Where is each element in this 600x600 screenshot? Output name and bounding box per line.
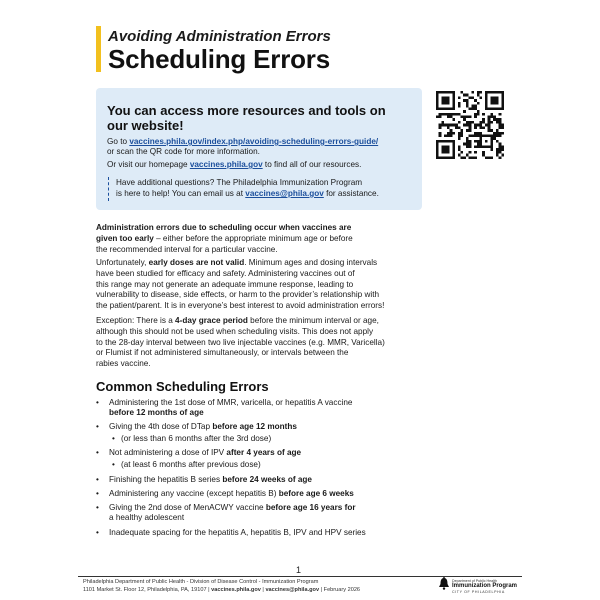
callout-goto-suffix: or scan the QR code for more information. bbox=[107, 147, 260, 156]
footer-sep: | bbox=[260, 587, 266, 593]
bullet-icon: • bbox=[96, 528, 99, 537]
error-item-7-text: Inadequate spacing for the hepatitis A, hepatitis B, IPV and HPV series bbox=[109, 528, 366, 537]
error-item-4-line bbox=[109, 475, 312, 486]
footer-divider bbox=[78, 576, 522, 577]
error-item-5-line bbox=[109, 489, 354, 500]
questions-dash-bar bbox=[108, 177, 109, 201]
error-item-6-line2: a healthy adolescent bbox=[109, 513, 185, 522]
footer-email-link[interactable]: vaccines@phila.gov bbox=[265, 587, 320, 593]
sub-bullet-icon: • bbox=[112, 460, 115, 469]
callout-heading: You can access more resources and tools on our website! bbox=[107, 103, 386, 133]
p1-line3: the recommended interval for a particular vaccine. bbox=[96, 244, 278, 254]
validity-paragraph bbox=[96, 258, 446, 312]
logo-city: CITY OF PHILADELPHIA bbox=[452, 590, 505, 594]
p3-line1-prefix: Exception: There is a bbox=[96, 316, 176, 325]
bullet-icon: • bbox=[96, 448, 99, 457]
page-subtitle: Avoiding Administration Errors bbox=[108, 28, 331, 45]
p2-line5: the patient/parent. It is in everyone’s best interest to avoid administration errors! bbox=[96, 301, 385, 311]
logo-department: Department of Public Health bbox=[452, 579, 497, 583]
liberty-bell-icon bbox=[438, 577, 450, 591]
error-item-6-bold: before age 16 years for bbox=[265, 503, 356, 512]
p2-line2: have been studied for efficacy and safety. Administering vaccines out of bbox=[96, 268, 355, 278]
error-item-3-bold: after 4 years of age bbox=[226, 448, 302, 457]
callout-questions-line1: Have additional questions? The Philadelphia Immunization Program bbox=[116, 178, 363, 187]
callout-questions-suffix: for assistance. bbox=[323, 189, 379, 198]
error-item-6-text: Giving the 2nd dose of MenACWY vaccine bbox=[109, 503, 266, 512]
bullet-icon: • bbox=[96, 422, 99, 431]
bullet-icon: • bbox=[96, 398, 99, 407]
footer-line2 bbox=[83, 587, 360, 593]
error-item-1-text: Administering the 1st dose of MMR, varicella, or hepatitis A vaccine bbox=[109, 398, 353, 407]
p3-line1-bold: 4-day grace period bbox=[175, 316, 248, 325]
p3-line4: or Flumist if not administered simultaneously, or intervals between the bbox=[96, 348, 349, 358]
footer-site-link[interactable]: vaccines.phila.gov bbox=[211, 587, 261, 593]
bullet-icon: • bbox=[96, 489, 99, 498]
error-item-5-bold: before age 6 weeks bbox=[278, 489, 354, 498]
error-item-2-sub-text: (or less than 6 months after the 3rd dose) bbox=[121, 434, 272, 443]
sub-bullet-icon: • bbox=[112, 434, 115, 443]
p2-line3: this range may not generate an adequate immune response, leading to bbox=[96, 279, 354, 289]
exception-paragraph bbox=[96, 316, 446, 370]
title-accent-bar bbox=[96, 26, 101, 72]
error-item-4-bold: before 24 weeks of age bbox=[222, 475, 312, 484]
p3-line2: although this should not be used when scheduling visits. This does not apply bbox=[96, 326, 374, 336]
logo-program: Immunization Program bbox=[452, 583, 518, 589]
callout-home-suffix: to find all of our resources. bbox=[262, 160, 362, 169]
p2-line1-bold: early doses are not valid bbox=[148, 258, 245, 267]
callout-questions-line2 bbox=[116, 189, 379, 200]
error-item-3-sub-text: (at least 6 months after previous dose) bbox=[121, 460, 261, 469]
error-item-2-text: Giving the 4th dose of DTap bbox=[109, 422, 213, 431]
error-item-2-line bbox=[109, 422, 297, 433]
footer-line1: Philadelphia Department of Public Health - Division of Disease Control - Immunization Program bbox=[83, 579, 319, 585]
p2-line4: vulnerability to disease, side effects, or harm to the provider’s relationship with bbox=[96, 290, 380, 300]
p1-line1: Administration errors due to scheduling occur when vaccines are bbox=[96, 223, 352, 232]
error-item-3-line bbox=[109, 448, 301, 459]
p3-line1-rest: before the minimum interval or age, bbox=[247, 316, 379, 325]
page-title: Scheduling Errors bbox=[108, 44, 330, 74]
intro-paragraph bbox=[96, 223, 446, 255]
error-item-3-text: Not administering a dose of IPV bbox=[109, 448, 227, 457]
callout-goto-prefix: Go to bbox=[107, 137, 130, 146]
callout-home-prefix: Or visit our homepage bbox=[107, 160, 190, 169]
bullet-icon: • bbox=[96, 503, 99, 512]
callout-goto-line bbox=[107, 137, 378, 148]
page-number: 1 bbox=[296, 565, 302, 575]
p3-line5: rabies vaccine. bbox=[96, 359, 151, 369]
error-item-1-bold: before 12 months of age bbox=[109, 408, 204, 417]
error-item-2-bold: before age 12 months bbox=[212, 422, 297, 431]
callout-questions-prefix: is here to help! You can email us at bbox=[116, 189, 246, 198]
homepage-link[interactable]: vaccines.phila.gov bbox=[189, 160, 263, 169]
email-link[interactable]: vaccines@phila.gov bbox=[245, 189, 324, 198]
error-item-4-text: Finishing the hepatitis B series bbox=[109, 475, 223, 484]
footer-address: 1101 Market St. Floor 12, Philadelphia, PA, 19107 | bbox=[83, 587, 212, 593]
callout-home-line bbox=[107, 160, 361, 171]
bullet-icon: • bbox=[96, 475, 99, 484]
error-item-5-text: Administering any vaccine (except hepatitis B) bbox=[109, 489, 279, 498]
qr-code-icon[interactable] bbox=[436, 91, 504, 159]
footer-date: | February 2026 bbox=[319, 587, 361, 593]
p1-line2-bold: given too early bbox=[96, 233, 154, 243]
p1-line2-rest: – either before the appropriate minimum age or before bbox=[153, 233, 353, 243]
p3-line3: to the 28-day interval between two live injectable vaccines (e.g. MMR, Varicella) bbox=[96, 337, 385, 347]
p2-line1-prefix: Unfortunately, bbox=[96, 258, 149, 267]
common-errors-heading: Common Scheduling Errors bbox=[96, 379, 269, 394]
guide-link[interactable]: vaccines.phila.gov/index.php/avoiding-scheduling-errors-guide/ bbox=[129, 137, 379, 146]
p2-line1-rest: . Minimum ages and dosing intervals bbox=[244, 258, 378, 267]
error-item-6-line bbox=[109, 503, 356, 514]
